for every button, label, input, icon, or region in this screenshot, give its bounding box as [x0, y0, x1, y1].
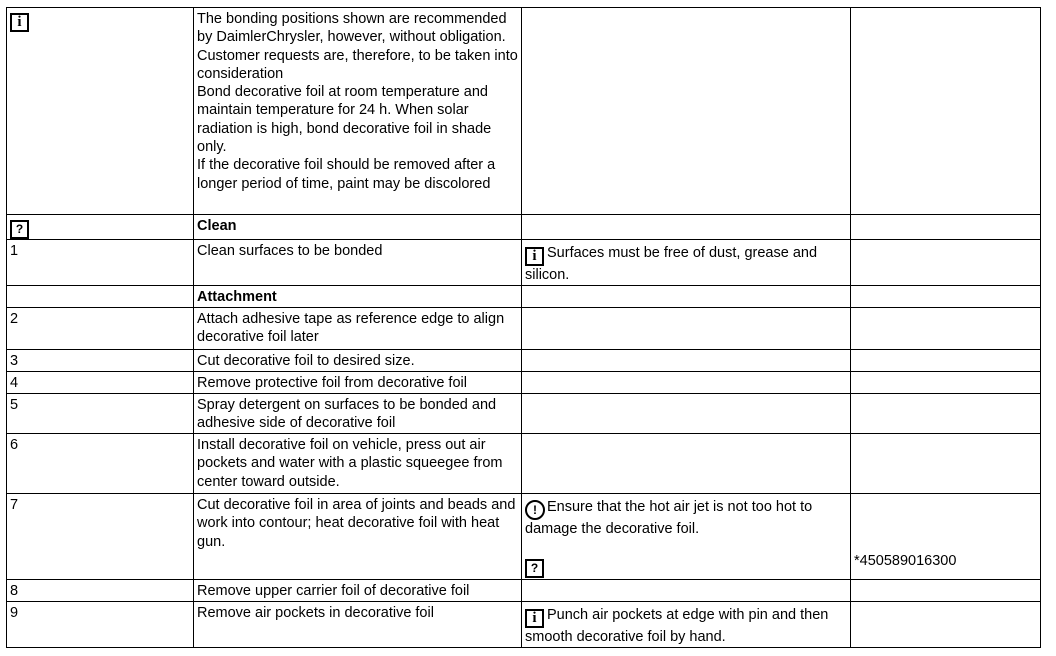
step-text: Cut decorative foil to desired size.: [194, 350, 522, 372]
step-number: 9: [7, 602, 194, 648]
step-text: Attach adhesive tape as reference edge to align decorative foil later: [194, 308, 522, 350]
step-number: 2: [7, 308, 194, 350]
icon-cell: [7, 8, 194, 215]
step-text: Clean surfaces to be bonded: [194, 240, 522, 286]
step-number: 7: [7, 494, 194, 580]
step-text: Remove protective foil from decorative foil: [194, 372, 522, 394]
icon-cell: [7, 215, 194, 240]
procedure-table: [6, 7, 1041, 648]
section-heading: Clean: [194, 215, 522, 240]
table-row: [7, 240, 1041, 286]
note-text: Punch air pockets at edge with pin and then smooth decorative foil by hand.: [525, 607, 829, 645]
step-number: 4: [7, 372, 194, 394]
procedure-icon: ?: [10, 220, 29, 239]
step-text: Cut decorative foil in area of joints and beads and work into contour; heat decorative foil with heat gun.: [194, 494, 522, 580]
table-row: [7, 434, 1041, 494]
step-text: Remove air pockets in decorative foil: [194, 602, 522, 648]
table-row: [7, 308, 1041, 350]
general-note: The bonding positions shown are recommended by DaimlerChrysler, however, without obligation. Customer requests are, therefore, to be taken into consideration: [197, 11, 518, 82]
step-number: 8: [7, 580, 194, 602]
step-number: 3: [7, 350, 194, 372]
table-row: [7, 372, 1041, 394]
table-row: [7, 8, 1041, 215]
note-text: Surfaces must be free of dust, grease and silicon.: [525, 245, 818, 283]
table-row: [7, 215, 1041, 240]
tool-number: *450589016300: [854, 553, 957, 569]
step-number: 5: [7, 394, 194, 434]
table-row: [7, 602, 1041, 648]
note-text: Ensure that the hot air jet is not too hot to damage the decorative foil.: [525, 499, 813, 537]
note-cell: [522, 602, 851, 648]
note-cell: [522, 494, 851, 580]
table-row: [7, 286, 1041, 308]
step-text: Spray detergent on surfaces to be bonded and adhesive side of decorative foil: [194, 394, 522, 434]
tool-cell: [851, 494, 1041, 580]
general-note: Bond decorative foil at room temperature and maintain temperature for 24 h. When solar radiation is high, bond decorative foil in shade only.: [197, 84, 492, 156]
step-text: Remove upper carrier foil of decorative foil: [194, 580, 522, 602]
table-row: [7, 350, 1041, 372]
info-icon: i: [10, 13, 29, 32]
step-number: 1: [7, 240, 194, 286]
caution-icon: !: [525, 500, 545, 520]
info-icon: i: [525, 609, 544, 628]
section-heading: Attachment: [194, 286, 522, 308]
description-cell: [194, 8, 522, 215]
info-icon: i: [525, 247, 544, 266]
step-number: 6: [7, 434, 194, 494]
note-cell: [522, 240, 851, 286]
table-row: [7, 580, 1041, 602]
table-row: [7, 394, 1041, 434]
step-text: Install decorative foil on vehicle, press out air pockets and water with a plastic squeegee from center toward outside.: [194, 434, 522, 494]
special-tool-icon: ?: [525, 559, 544, 578]
table-row: [7, 494, 1041, 580]
general-note: If the decorative foil should be removed after a longer period of time, paint may be discolored: [197, 157, 496, 192]
